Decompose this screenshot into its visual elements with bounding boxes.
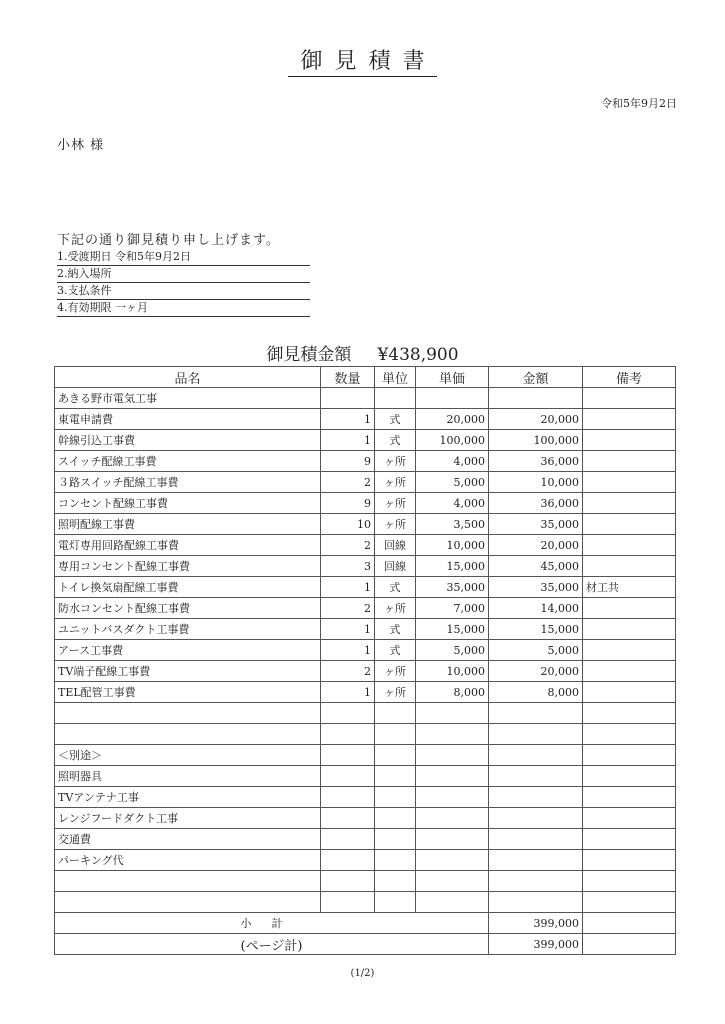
cell-unit-price	[416, 892, 489, 913]
cell-amount: 36,000	[489, 451, 583, 472]
cell-unit-price	[416, 724, 489, 745]
cell-unit-price: 8,000	[416, 682, 489, 703]
cell-unit: 回線	[375, 556, 416, 577]
cell-quantity: 1	[321, 619, 375, 640]
cell-unit-price	[416, 388, 489, 409]
cell-amount: 10,000	[489, 472, 583, 493]
table-row	[55, 472, 676, 493]
cell-quantity: 2	[321, 661, 375, 682]
cell-quantity	[321, 388, 375, 409]
cell-item-name	[55, 871, 321, 892]
cell-item-name	[55, 724, 321, 745]
cell-quantity: 2	[321, 535, 375, 556]
cell-quantity	[321, 745, 375, 766]
table-row	[55, 787, 676, 808]
cell-remarks	[583, 850, 676, 871]
header-item-name: 品名	[55, 367, 321, 388]
cell-item-name: レンジフードダクト工事	[55, 808, 321, 829]
cell-amount	[489, 871, 583, 892]
cell-unit-price	[416, 787, 489, 808]
cell-item-name: ＜別途＞	[55, 745, 321, 766]
cell-item-name	[55, 703, 321, 724]
table-body	[55, 388, 676, 913]
cell-remarks	[583, 619, 676, 640]
cell-amount: 100,000	[489, 430, 583, 451]
table-row	[55, 409, 676, 430]
table-row	[55, 430, 676, 451]
cell-amount: 14,000	[489, 598, 583, 619]
cell-unit	[375, 703, 416, 724]
cell-item-name: パーキング代	[55, 850, 321, 871]
cell-amount	[489, 829, 583, 850]
header-amount: 金額	[489, 367, 583, 388]
cell-item-name: アース工事費	[55, 640, 321, 661]
cell-quantity: 2	[321, 472, 375, 493]
subtotal-row	[55, 913, 676, 934]
cell-amount: 15,000	[489, 619, 583, 640]
cell-remarks	[583, 766, 676, 787]
cell-amount	[489, 787, 583, 808]
cell-unit	[375, 745, 416, 766]
table-row	[55, 829, 676, 850]
cell-remarks	[583, 682, 676, 703]
cell-unit	[375, 850, 416, 871]
cell-amount: 36,000	[489, 493, 583, 514]
table-row	[55, 850, 676, 871]
cell-quantity	[321, 892, 375, 913]
cell-amount	[489, 766, 583, 787]
table-row	[55, 514, 676, 535]
cell-item-name: コンセント配線工事費	[55, 493, 321, 514]
cell-amount	[489, 892, 583, 913]
cell-unit	[375, 829, 416, 850]
table-row	[55, 577, 676, 598]
cell-quantity	[321, 724, 375, 745]
cell-amount: 45,000	[489, 556, 583, 577]
cell-quantity	[321, 787, 375, 808]
table-row	[55, 388, 676, 409]
page-total-row	[55, 934, 676, 955]
cell-unit-price: 15,000	[416, 556, 489, 577]
header-quantity: 数量	[321, 367, 375, 388]
cell-remarks	[583, 745, 676, 766]
subtotal-label: 小計	[55, 913, 489, 934]
cell-unit: ヶ所	[375, 598, 416, 619]
page-number: (1/2)	[350, 968, 375, 979]
cell-quantity: 1	[321, 409, 375, 430]
cell-unit-price: 100,000	[416, 430, 489, 451]
issue-date: 令和5年9月2日	[601, 97, 677, 110]
cell-unit-price	[416, 850, 489, 871]
cell-remarks	[583, 535, 676, 556]
cell-unit	[375, 871, 416, 892]
subtotal-amount: 399,000	[489, 913, 583, 934]
cell-remarks: 材工共	[583, 577, 676, 598]
cell-quantity: 1	[321, 682, 375, 703]
cell-unit	[375, 892, 416, 913]
cell-unit: ヶ所	[375, 514, 416, 535]
cell-remarks	[583, 493, 676, 514]
page-total-amount: 399,000	[489, 934, 583, 955]
table-header-row	[55, 367, 676, 388]
cell-item-name	[55, 892, 321, 913]
cell-unit: 式	[375, 409, 416, 430]
cell-amount: 20,000	[489, 535, 583, 556]
cell-unit-price: 3,500	[416, 514, 489, 535]
cell-item-name: 照明配線工事費	[55, 514, 321, 535]
cell-unit: ヶ所	[375, 451, 416, 472]
table-row	[55, 682, 676, 703]
cell-item-name: 防水コンセント配線工事費	[55, 598, 321, 619]
cell-quantity: 10	[321, 514, 375, 535]
cell-unit: ヶ所	[375, 682, 416, 703]
table-row	[55, 871, 676, 892]
cell-amount: 5,000	[489, 640, 583, 661]
cell-unit	[375, 388, 416, 409]
cell-remarks	[583, 388, 676, 409]
cell-amount	[489, 745, 583, 766]
table-row	[55, 451, 676, 472]
total-amount: ¥438,900	[371, 345, 464, 367]
cell-item-name: ３路スイッチ配線工事費	[55, 472, 321, 493]
cell-item-name: TV端子配線工事費	[55, 661, 321, 682]
cell-quantity: 1	[321, 640, 375, 661]
cell-remarks	[583, 472, 676, 493]
cell-amount	[489, 808, 583, 829]
table-row	[55, 556, 676, 577]
cell-unit-price: 10,000	[416, 535, 489, 556]
page-total-label: (ページ計)	[55, 934, 489, 955]
cell-item-name: 電灯専用回路配線工事費	[55, 535, 321, 556]
cell-remarks	[583, 640, 676, 661]
header-unit: 単位	[375, 367, 416, 388]
cell-item-name: TEL配管工事費	[55, 682, 321, 703]
cell-unit-price	[416, 766, 489, 787]
cell-quantity: 2	[321, 598, 375, 619]
cell-quantity	[321, 850, 375, 871]
cell-remarks	[583, 808, 676, 829]
cell-quantity: 9	[321, 493, 375, 514]
table-row	[55, 598, 676, 619]
subtotal-remarks	[583, 913, 676, 934]
condition-delivery-date: 1.受渡期日 令和5年9月2日	[57, 249, 310, 266]
cell-quantity	[321, 808, 375, 829]
cell-amount	[489, 850, 583, 871]
cell-remarks	[583, 724, 676, 745]
table-row	[55, 745, 676, 766]
table-row	[55, 892, 676, 913]
cell-unit-price: 20,000	[416, 409, 489, 430]
table-row	[55, 766, 676, 787]
condition-payment-terms: 3.支払条件	[57, 283, 310, 300]
conditions-list	[57, 249, 310, 317]
estimate-table	[54, 366, 676, 955]
cell-unit-price: 4,000	[416, 451, 489, 472]
cell-remarks	[583, 787, 676, 808]
cell-unit: 式	[375, 640, 416, 661]
cell-unit-price: 10,000	[416, 661, 489, 682]
total-heading	[0, 340, 725, 365]
cell-item-name: TVアンテナ工事	[55, 787, 321, 808]
cell-unit-price	[416, 871, 489, 892]
cell-remarks	[583, 514, 676, 535]
cell-unit-price	[416, 745, 489, 766]
cell-unit	[375, 766, 416, 787]
cell-unit-price: 35,000	[416, 577, 489, 598]
cell-item-name: 専用コンセント配線工事費	[55, 556, 321, 577]
cell-remarks	[583, 871, 676, 892]
cell-amount: 20,000	[489, 409, 583, 430]
cell-unit-price	[416, 703, 489, 724]
cell-quantity	[321, 829, 375, 850]
cell-item-name: スイッチ配線工事費	[55, 451, 321, 472]
cell-unit-price: 15,000	[416, 619, 489, 640]
cell-item-name: 交通費	[55, 829, 321, 850]
total-label: 御見積金額	[260, 345, 357, 367]
header-remarks: 備考	[583, 367, 676, 388]
cell-quantity	[321, 871, 375, 892]
condition-delivery-place: 2.納入場所	[57, 266, 310, 283]
cell-unit: ヶ所	[375, 661, 416, 682]
condition-validity: 4.有効期限 一ヶ月	[57, 300, 310, 317]
table-row	[55, 724, 676, 745]
cell-remarks	[583, 409, 676, 430]
cell-amount: 35,000	[489, 514, 583, 535]
cell-remarks	[583, 703, 676, 724]
cell-unit	[375, 787, 416, 808]
table-row	[55, 661, 676, 682]
cell-unit	[375, 808, 416, 829]
cell-unit: 式	[375, 619, 416, 640]
cell-item-name: あきる野市電気工事	[55, 388, 321, 409]
table-row	[55, 619, 676, 640]
cell-unit-price: 5,000	[416, 472, 489, 493]
page-total-remarks	[583, 934, 676, 955]
cell-remarks	[583, 556, 676, 577]
cell-amount: 35,000	[489, 577, 583, 598]
cell-remarks	[583, 430, 676, 451]
cell-item-name: 東電申請費	[55, 409, 321, 430]
cell-remarks	[583, 451, 676, 472]
cell-unit: 回線	[375, 535, 416, 556]
document-title-text: 御見積書	[288, 49, 436, 77]
cell-item-name: 幹線引込工事費	[55, 430, 321, 451]
cell-amount: 8,000	[489, 682, 583, 703]
cell-amount	[489, 703, 583, 724]
cell-quantity	[321, 766, 375, 787]
cell-unit: ヶ所	[375, 472, 416, 493]
document-title	[0, 44, 725, 75]
cell-remarks	[583, 598, 676, 619]
cell-unit-price: 5,000	[416, 640, 489, 661]
cell-unit-price: 4,000	[416, 493, 489, 514]
cell-remarks	[583, 829, 676, 850]
table-row	[55, 808, 676, 829]
cell-unit: 式	[375, 577, 416, 598]
cell-item-name: トイレ換気扇配線工事費	[55, 577, 321, 598]
cell-unit: ヶ所	[375, 493, 416, 514]
cell-unit	[375, 724, 416, 745]
cell-quantity: 9	[321, 451, 375, 472]
intro-text: 下記の通り御見積り申し上げます。	[57, 233, 280, 248]
table-row	[55, 493, 676, 514]
cell-quantity: 1	[321, 430, 375, 451]
header-unit-price: 単価	[416, 367, 489, 388]
cell-quantity	[321, 703, 375, 724]
cell-item-name: ユニットバスダクト工事費	[55, 619, 321, 640]
cell-item-name: 照明器具	[55, 766, 321, 787]
cell-remarks	[583, 892, 676, 913]
cell-unit-price: 7,000	[416, 598, 489, 619]
cell-remarks	[583, 661, 676, 682]
table-row	[55, 703, 676, 724]
table-row	[55, 640, 676, 661]
table-row	[55, 535, 676, 556]
customer-name: 小林 様	[57, 138, 105, 153]
cell-unit: 式	[375, 430, 416, 451]
cell-amount: 20,000	[489, 661, 583, 682]
cell-quantity: 3	[321, 556, 375, 577]
cell-unit-price	[416, 829, 489, 850]
cell-amount	[489, 388, 583, 409]
cell-quantity: 1	[321, 577, 375, 598]
cell-unit-price	[416, 808, 489, 829]
cell-amount	[489, 724, 583, 745]
